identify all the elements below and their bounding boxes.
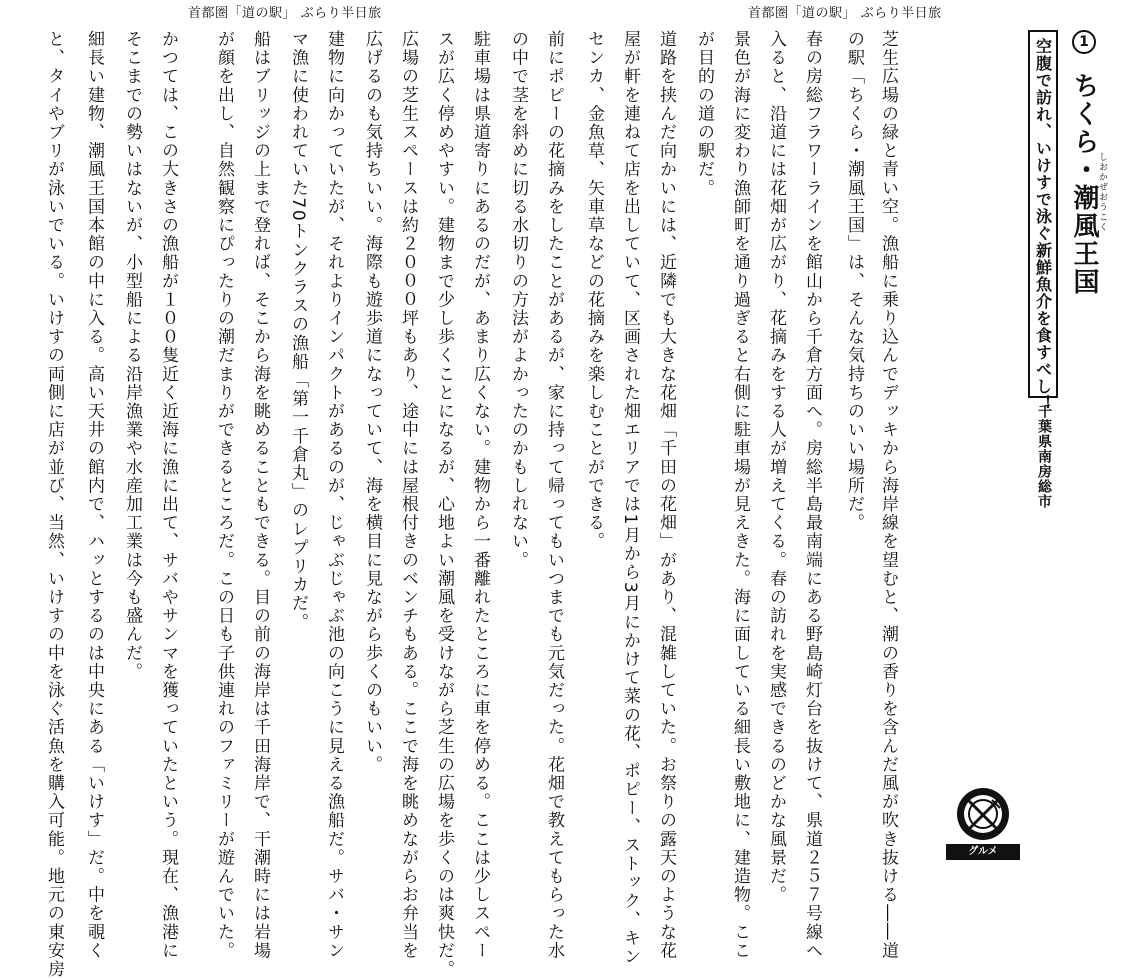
text-column: スが広く停めやすい。建物まで少し歩くことになるが、心地よい潮風を受けながら芝生の広場を歩くのは爽快だ。 [434, 30, 454, 979]
text-column: マ漁に使われていた70トンクラスの漁船「第一千倉丸」のレプリカだ。 [288, 30, 308, 632]
text-column: 船はブリッジの上まで登れば、そこから海を眺めることもできる。目の前の海岸は千田海岸で、干潮時には岩場 [250, 30, 270, 960]
text-column: センカ、金魚草、矢車草などの花摘みを楽しむことができる。 [584, 30, 604, 551]
text-column: が顔を出し、自然観察にぴったりの潮だまりができるところだ。この日も子供連れのファミリーが遊んでいた。 [214, 30, 234, 960]
text-column: 道路を挟んだ向かいには、近隣でも大きな花畑「千田の花畑」があり、混雑していた。お祭りの露天のような花 [656, 30, 676, 960]
text-column: 春の房総フラワーラインを館山から千倉方面へ。房総半島最南端にある野島崎灯台を抜けて、県道２５７号線へ [802, 30, 822, 960]
text-column: が目的の道の駅だ。 [694, 30, 714, 198]
article-title: ちくら・潮風王国 [1069, 72, 1099, 296]
text-column: 広げるのも気持ちいい。海際も遊歩道になっていて、海を横目に見ながら歩くのもいい。 [362, 30, 382, 774]
text-column: 屋が軒を連ねて店を出していて、区画された畑エリアでは1月から3月にかけて菜の花、ポピー、ストック、キン [620, 30, 640, 967]
text-column: そこまでの勢いはないが、小型船による沿岸漁業や水産加工業は今も盛んだ。 [122, 30, 142, 681]
text-column: かつては、この大きさの漁船が１００隻近く近海に漁に出て、サバやサンマを獲っていたという。現在、漁港に [158, 30, 178, 960]
running-head-right: 首都圏「道の駅」 ぶらり半日旅 [748, 6, 942, 21]
location-label: 千葉県南房総市 [1036, 404, 1052, 509]
text-column: 建物に向かっていたが、それよりインパクトがあるのが、じゃぶじゃぶ池の向こうに見える漁船だ。サバ・サン [324, 30, 344, 960]
text-column: 景色が海に変わり漁師町を通り過ぎると右側に駐車場が見えきた。海に面している細長い敷地に、建造物。ここ [730, 30, 750, 960]
running-head-left: 首都圏「道の駅」 ぶらり半日旅 [188, 6, 382, 21]
text-column: 前にポピーの花摘みをしたことがあるが、家に持って帰ってもいつまでも元気だった。花畑で教えてもらった水 [544, 30, 564, 960]
article-subtitle: 空腹で訪れ、いけすで泳ぐ新鮮魚介を食すべし！ [1033, 38, 1053, 412]
text-column: 駐車場は県道寄りにあるのだが、あまり広くない。建物から一番離れたところに車を停める。ここは少しスペー [470, 30, 490, 960]
text-column: と、タイやブリが泳いでいる。いけすの両側に店が並び、当然、いけすの中を泳ぐ活魚を購入可能。地元の東安房 [44, 30, 64, 979]
text-column: 細長い建物、潮風王国本館の中に入る。高い天井の館内で、ハッとするのは中央にある「いけす」だ。中を覗く [84, 30, 104, 960]
subtitle-box [1028, 30, 1058, 412]
title-ruby: しおかぜおうこく [1097, 152, 1107, 232]
text-column: 入ると、沿道には花畑が広がり、花摘みをする人が増えてくる。春の訪れを実感できるのどかな風景だ。 [766, 30, 786, 905]
text-column: の駅「ちくら・潮風王国」は、そんな気持ちのいい場所だ。 [844, 30, 864, 533]
text-column: 芝生広場の緑と青い空。漁船に乗り込んでデッキから海岸線を望むと、潮の香りを含んだ風が吹き抜ける――道 [878, 30, 898, 960]
text-column: 広場の芝生スペースは約２０００坪もあり、途中には屋根付きのベンチもある。ここで海を眺めながらお弁当を [398, 30, 418, 960]
category-badge: グルメ [946, 844, 1020, 860]
text-column: の中で茎を斜めに切る水切りの方法がよかったのかもしれない。 [508, 30, 528, 570]
chapter-number: 1 [1072, 30, 1096, 54]
